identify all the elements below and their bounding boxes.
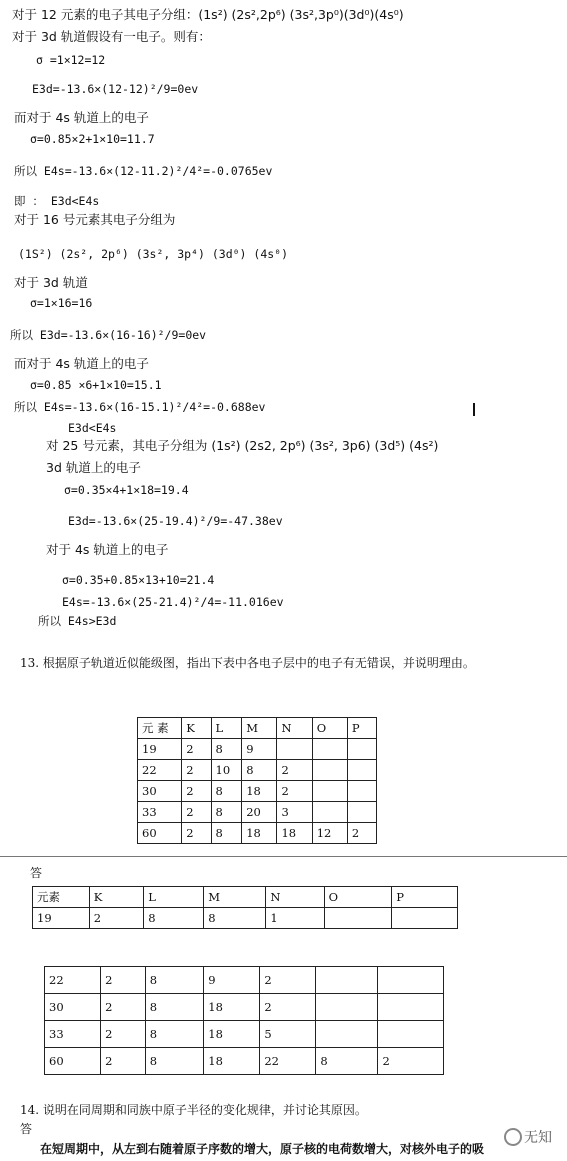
text-line: 对于 3d 轨道 xyxy=(14,275,88,290)
table-header-cell: P xyxy=(392,887,458,908)
table-cell: 8 xyxy=(211,739,242,760)
table-cell: 8 xyxy=(144,908,204,929)
table-cell: 8 xyxy=(204,908,266,929)
formula-line: σ=0.35+0.85×13+10=21.4 xyxy=(62,573,215,587)
table-cell: 22 xyxy=(138,760,182,781)
table-cell: 12 xyxy=(312,823,347,844)
formula-line: 所以 E4s=-13.6×(12-11.2)²/4²=-0.0765ev xyxy=(14,164,273,178)
table-header-cell: M xyxy=(242,718,277,739)
formula-line: E4s=-13.6×(25-21.4)²/4=-11.016ev xyxy=(62,595,284,609)
table-cell xyxy=(316,994,378,1021)
table-cell: 8 xyxy=(242,760,277,781)
formula-line: E3d=-13.6×(12-12)²/9=0ev xyxy=(32,82,199,96)
table-cell: 22 xyxy=(45,967,101,994)
table-cell xyxy=(277,739,312,760)
table-row xyxy=(45,994,444,1021)
table-row xyxy=(45,1048,444,1075)
table-cell: 19 xyxy=(138,739,182,760)
table-cell: 1 xyxy=(266,908,324,929)
table-cell: 2 xyxy=(182,760,211,781)
table-cell: 2 xyxy=(89,908,143,929)
table-cell xyxy=(392,908,458,929)
text-line: 对于 12 元素的电子其电子分组：(1s²) (2s²,2p⁶) (3s²,3p⁰)(3d⁰)(4s⁰) xyxy=(12,7,404,22)
table-cell: 8 xyxy=(145,1048,204,1075)
answer-label: 答 xyxy=(20,1122,33,1136)
table-cell: 33 xyxy=(45,1021,101,1048)
table-cell: 2 xyxy=(182,823,211,844)
watermark-logo-icon xyxy=(504,1128,522,1146)
text-line: 对于 4s 轨道上的电子 xyxy=(46,542,169,557)
table-cell: 22 xyxy=(260,1048,316,1075)
answer-label: 答 xyxy=(30,866,43,880)
formula-line: E3d=-13.6×(25-19.4)²/9=-47.38ev xyxy=(68,514,283,528)
formula-line: 即 ： E3d<E4s xyxy=(14,194,100,208)
table-cell xyxy=(312,739,347,760)
table-header-cell: M xyxy=(204,887,266,908)
table-cell: 10 xyxy=(211,760,242,781)
table-row xyxy=(138,802,377,823)
table-cell xyxy=(347,739,376,760)
table-cell: 2 xyxy=(260,967,316,994)
formula-line: σ=1×16=16 xyxy=(30,296,93,310)
table-header-row xyxy=(138,718,377,739)
table-cell: 8 xyxy=(316,1048,378,1075)
table-row xyxy=(138,760,377,781)
table-cell: 5 xyxy=(260,1021,316,1048)
question-13: 13. 根据原子轨道近似能级图，指出下表中各电子层中的电子有无错误，并说明理由。 xyxy=(20,656,475,670)
table-header-cell: K xyxy=(182,718,211,739)
table-cell: 2 xyxy=(101,1021,146,1048)
table-cell: 2 xyxy=(378,1048,444,1075)
table-cell: 30 xyxy=(45,994,101,1021)
table-cell: 8 xyxy=(145,1021,204,1048)
answer-text: 在短周期中，从左到右随着原子序数的增大，原子核的电荷数增大，对核外电子的吸 xyxy=(40,1142,485,1156)
table-cell xyxy=(378,967,444,994)
table-cell: 30 xyxy=(138,781,182,802)
table-cell: 33 xyxy=(138,802,182,823)
formula-line: σ=0.85 ×6+1×10=15.1 xyxy=(30,378,162,392)
table-header-cell: L xyxy=(144,887,204,908)
table-cell: 2 xyxy=(101,1048,146,1075)
text-cursor xyxy=(473,403,475,416)
table-cell: 18 xyxy=(242,823,277,844)
table-header-cell: N xyxy=(266,887,324,908)
formula-line: σ =1×12=12 xyxy=(36,53,106,67)
table-cell: 60 xyxy=(45,1048,101,1075)
table-header-cell: 元素 xyxy=(33,887,90,908)
table-cell: 2 xyxy=(260,994,316,1021)
formula-line: σ=0.85×2+1×10=11.7 xyxy=(30,132,155,146)
table-header-cell: K xyxy=(89,887,143,908)
table-row xyxy=(138,739,377,760)
table-row xyxy=(33,908,458,929)
table-cell xyxy=(347,802,376,823)
text-line: 而对于 4s 轨道上的电子 xyxy=(14,110,149,125)
question-14: 14. 说明在同周期和同族中原子半径的变化规律，并讨论其原因。 xyxy=(20,1103,367,1117)
table-cell xyxy=(312,781,347,802)
formula-line: σ=0.35×4+1×18=19.4 xyxy=(64,483,189,497)
table-cell: 2 xyxy=(182,781,211,802)
answer-table-2 xyxy=(44,966,444,1075)
table-row xyxy=(45,1021,444,1048)
table-cell xyxy=(316,967,378,994)
table-header-cell: P xyxy=(347,718,376,739)
table-cell xyxy=(312,802,347,823)
table-header-cell: 元 素 xyxy=(138,718,182,739)
table-cell: 2 xyxy=(277,760,312,781)
question-table xyxy=(137,717,377,844)
table-cell: 19 xyxy=(33,908,90,929)
formula-line: 所以 E4s=-13.6×(16-15.1)²/4²=-0.688ev xyxy=(14,400,266,414)
table-header-cell: O xyxy=(312,718,347,739)
table-cell: 2 xyxy=(101,967,146,994)
table-cell: 9 xyxy=(204,967,260,994)
table-cell: 18 xyxy=(277,823,312,844)
table-header-cell: N xyxy=(277,718,312,739)
text-line: 对于 3d 轨道假设有一电子。则有： xyxy=(12,29,211,44)
table-cell xyxy=(378,994,444,1021)
table-cell: 8 xyxy=(145,967,204,994)
table-cell: 8 xyxy=(211,823,242,844)
text-line: 而对于 4s 轨道上的电子 xyxy=(14,356,149,371)
table-cell: 18 xyxy=(242,781,277,802)
table-header-cell: L xyxy=(211,718,242,739)
table-cell: 3 xyxy=(277,802,312,823)
answer-table-1 xyxy=(32,886,458,929)
formula-line: (1S²) (2s², 2p⁶) (3s², 3p⁴) (3d⁰) (4s⁰) xyxy=(18,247,289,261)
page-separator xyxy=(0,856,567,857)
table-cell xyxy=(378,1021,444,1048)
table-cell: 8 xyxy=(211,781,242,802)
table-cell: 2 xyxy=(182,802,211,823)
table-header-row xyxy=(33,887,458,908)
formula-line: E3d<E4s xyxy=(68,421,117,435)
table-cell xyxy=(316,1021,378,1048)
table-cell xyxy=(347,781,376,802)
table-cell xyxy=(324,908,392,929)
table-cell: 18 xyxy=(204,1048,260,1075)
table-cell: 2 xyxy=(277,781,312,802)
table-cell: 2 xyxy=(101,994,146,1021)
table-cell xyxy=(312,760,347,781)
table-header-cell: O xyxy=(324,887,392,908)
table-cell: 9 xyxy=(242,739,277,760)
table-cell: 18 xyxy=(204,1021,260,1048)
table-row xyxy=(45,967,444,994)
table-cell: 8 xyxy=(145,994,204,1021)
text-line: 对于 16 号元素其电子分组为 xyxy=(14,212,176,227)
text-line: 3d 轨道上的电子 xyxy=(46,460,141,475)
table-cell: 2 xyxy=(347,823,376,844)
watermark-text: 无知 xyxy=(524,1130,552,1146)
text-line: 对 25 号元素，其电子分组为 (1s²) (2s2, 2p⁶) (3s², 3p6) (3d⁵) (4s²) xyxy=(46,438,439,453)
table-cell: 20 xyxy=(242,802,277,823)
formula-line: 所以 E4s>E3d xyxy=(38,614,117,628)
table-row xyxy=(138,823,377,844)
table-cell: 60 xyxy=(138,823,182,844)
table-cell: 8 xyxy=(211,802,242,823)
table-cell xyxy=(347,760,376,781)
formula-line: 所以 E3d=-13.6×(16-16)²/9=0ev xyxy=(10,328,207,342)
table-row xyxy=(138,781,377,802)
table-cell: 2 xyxy=(182,739,211,760)
table-cell: 18 xyxy=(204,994,260,1021)
